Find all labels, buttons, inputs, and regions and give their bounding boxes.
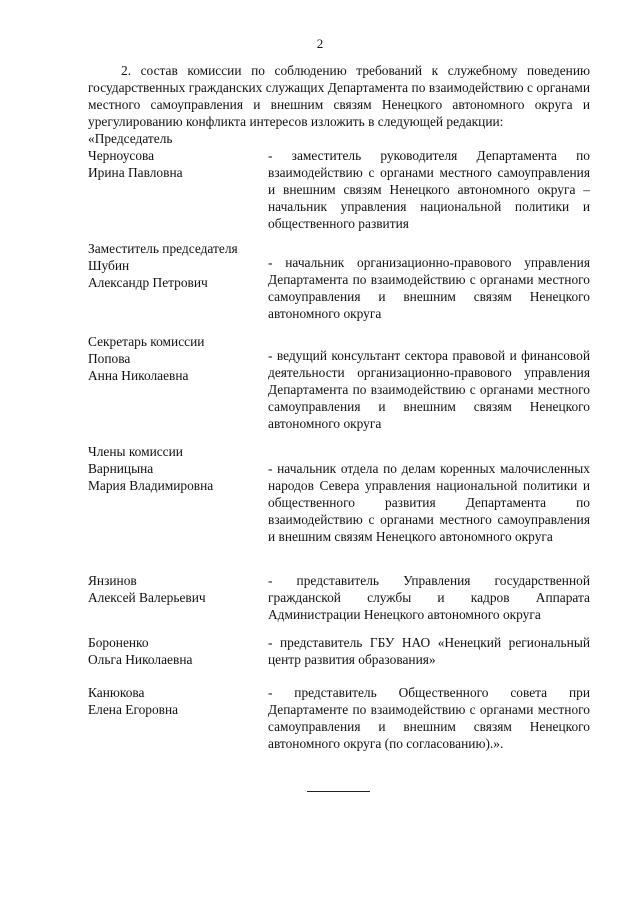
- member-description: - представитель ГБУ НАО «Ненецкий региональный центр развития образования»: [268, 635, 590, 667]
- member-name-block: [88, 443, 258, 494]
- member-surname: Шубин: [88, 258, 130, 273]
- member-given-names: Мария Владимировна: [88, 478, 214, 493]
- page-number: 2: [316, 36, 324, 51]
- member-surname: Черноусова: [88, 148, 155, 163]
- member-name-block: [88, 240, 258, 291]
- closing-divider: [307, 791, 370, 792]
- member-name-block: [88, 634, 258, 668]
- member-description: - заместитель руководителя Департамента по взаимодействию с органами местного самоуправления и внешним связям Ненецкого автономного округа – начальник управления национальной политики и общественного развития: [268, 148, 590, 231]
- member-name-block: [88, 684, 258, 718]
- member-description: - представитель Управления государственной гражданской службы и кадров Аппарата Администрации Ненецкого автономного округа: [268, 573, 590, 622]
- member-given-names: Елена Егоровна: [88, 702, 179, 717]
- member-description: - начальник отдела по делам коренных малочисленных народов Севера управления национальной политики и общественного развития Департамента по взаимодействию с органами местного самоуправления и внешним связям Ненецкого автономного округа: [268, 461, 590, 544]
- member-given-names: Анна Николаевна: [88, 368, 189, 383]
- member-description: - ведущий консультант сектора правовой и финансовой деятельности организационно-правового управления Департамента по взаимодействию с органами местного самоуправления и внешним связям Ненецкого автономного округа: [268, 348, 590, 431]
- member-name-block: [88, 333, 258, 384]
- member-description: - начальник организационно-правового управления Департамента по взаимодействию с органами местного самоуправления и внешним связям Ненецкого автономного округа: [268, 255, 590, 321]
- member-surname: Варницына: [88, 461, 154, 476]
- member-surname: Канюкова: [88, 685, 145, 700]
- member-given-names: Ирина Павловна: [88, 165, 183, 180]
- member-given-names: Алексей Валерьевич: [88, 590, 206, 605]
- member-given-names: Ольга Николаевна: [88, 652, 193, 667]
- intro-paragraph: 2. состав комиссии по соблюдению требований к служебному поведению государственных гражданских служащих Департамента по взаимодействию с органами местного самоуправления и внешним связям Ненецкого автономного округа и урегулированию конфликта интересов изложить в следующей редакции:: [88, 63, 590, 129]
- member-role: «Председатель: [88, 131, 173, 146]
- member-surname: Бороненко: [88, 635, 149, 650]
- member-description: - представитель Общественного совета при Департаменте по взаимодействию с органами местного самоуправления и внешним связям Ненецкого автономного округа (по согласованию).».: [268, 685, 590, 751]
- member-surname: Янзинов: [88, 573, 137, 588]
- member-name-block: [88, 130, 258, 181]
- member-surname: Попова: [88, 351, 131, 366]
- member-given-names: Александр Петрович: [88, 275, 208, 290]
- member-role: Заместитель председателя: [88, 241, 238, 256]
- member-role: Секретарь комиссии: [88, 334, 205, 349]
- member-role: Члены комиссии: [88, 444, 183, 459]
- member-name-block: [88, 572, 258, 606]
